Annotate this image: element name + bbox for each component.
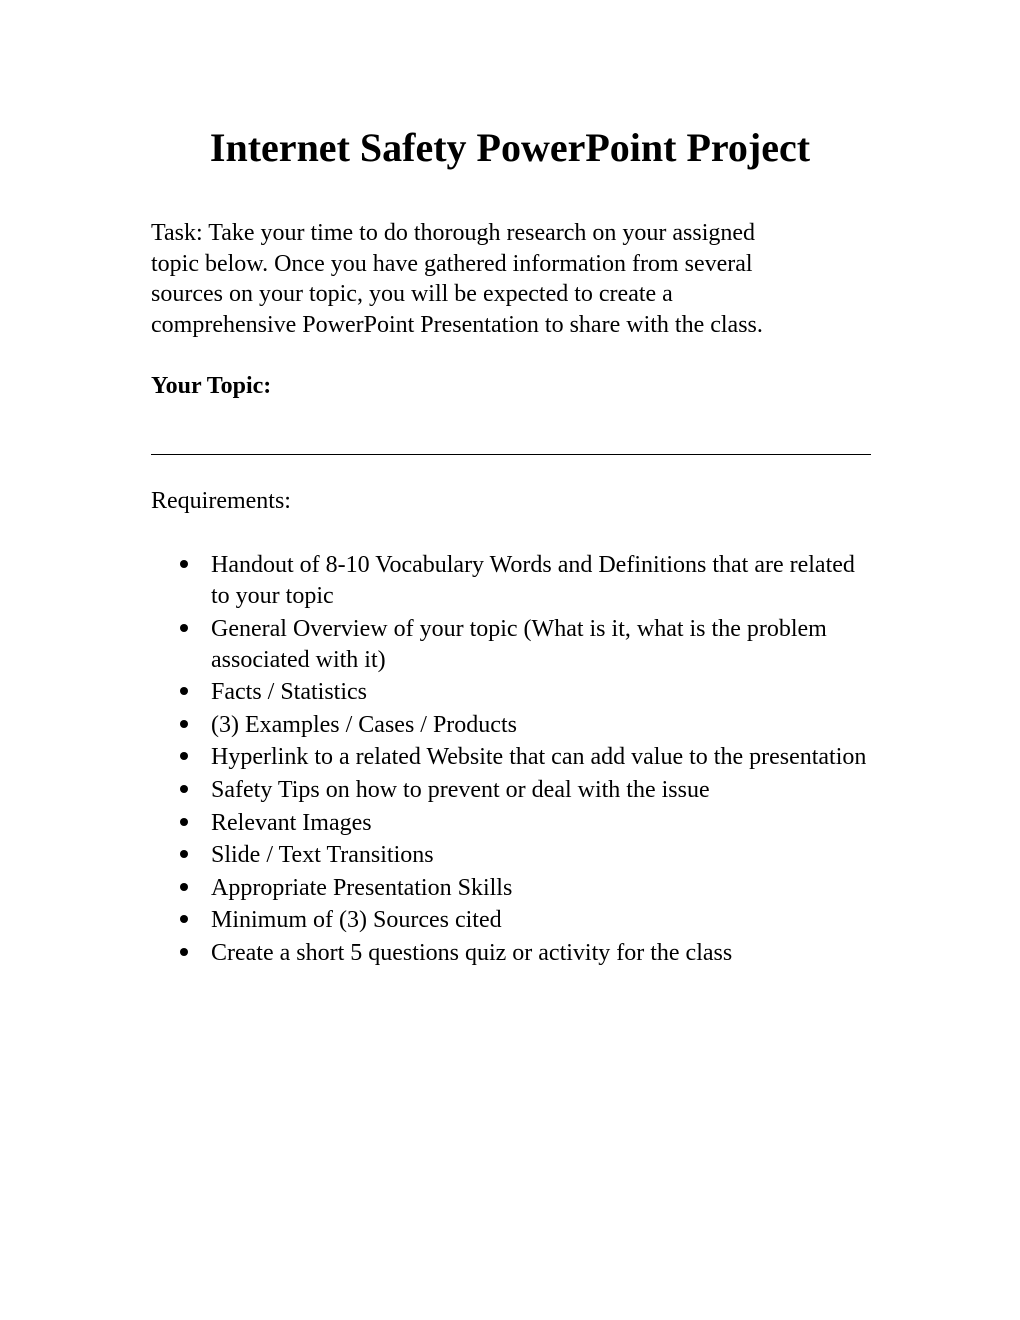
bullet-icon bbox=[180, 915, 188, 923]
bullet-icon bbox=[180, 785, 188, 793]
requirement-item bbox=[151, 614, 871, 676]
requirement-item bbox=[151, 742, 871, 773]
requirement-text: Minimum of (3) Sources cited bbox=[211, 907, 502, 934]
requirement-item bbox=[151, 808, 871, 839]
requirement-item bbox=[151, 677, 871, 708]
requirement-text: Safety Tips on how to prevent or deal with the issue bbox=[211, 776, 710, 803]
topic-label: Your Topic: bbox=[151, 373, 272, 399]
bullet-icon bbox=[180, 720, 188, 728]
page-title: Internet Safety PowerPoint Project bbox=[209, 125, 811, 170]
bullet-icon bbox=[180, 948, 188, 956]
requirement-text: Hyperlink to a related Website that can add value to the presentation bbox=[211, 744, 867, 771]
requirement-text: (3) Examples / Cases / Products bbox=[211, 711, 517, 738]
bullet-icon bbox=[180, 883, 188, 891]
requirement-item bbox=[151, 938, 871, 969]
requirement-item bbox=[151, 775, 871, 806]
requirement-item bbox=[151, 840, 871, 871]
requirements-list bbox=[151, 550, 871, 971]
requirement-item bbox=[151, 873, 871, 904]
requirement-item bbox=[151, 550, 871, 612]
requirement-item bbox=[151, 905, 871, 936]
requirements-heading: Requirements: bbox=[151, 488, 291, 514]
requirement-text: General Overview of your topic (What is it, what is the problem associated with it) bbox=[211, 615, 827, 673]
requirement-text: Relevant Images bbox=[211, 809, 372, 836]
requirement-item bbox=[151, 710, 871, 741]
requirement-text: Appropriate Presentation Skills bbox=[211, 874, 513, 901]
bullet-icon bbox=[180, 687, 188, 695]
bullet-icon bbox=[180, 752, 188, 760]
requirement-text: Create a short 5 questions quiz or activity for the class bbox=[211, 939, 733, 966]
topic-blank-line bbox=[151, 454, 871, 455]
bullet-icon bbox=[180, 818, 188, 826]
requirement-text: Facts / Statistics bbox=[211, 679, 367, 706]
bullet-icon bbox=[180, 850, 188, 858]
task-paragraph: Task: Take your time to do thorough research on your assigned topic below. Once you have gathered information from several sources on your topic, you will be expected to create a comprehensive PowerPoint Presentation to share with the class. bbox=[151, 220, 763, 338]
bullet-icon bbox=[180, 624, 188, 632]
bullet-icon bbox=[180, 560, 188, 568]
requirement-text: Handout of 8-10 Vocabulary Words and Definitions that are related to your topic bbox=[211, 552, 855, 609]
requirement-text: Slide / Text Transitions bbox=[211, 842, 434, 869]
